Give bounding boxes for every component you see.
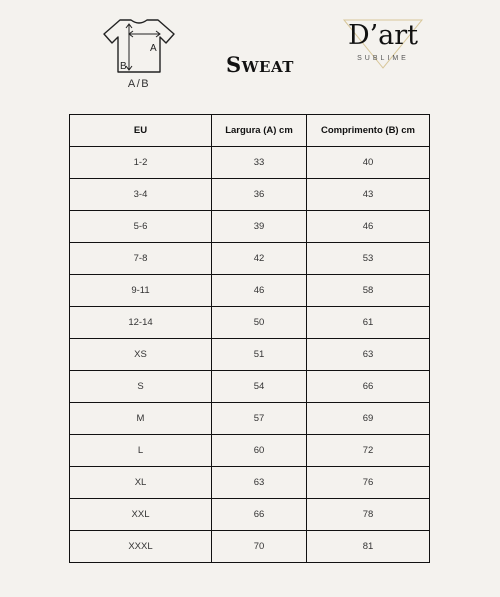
width-cell: 57 [212, 403, 307, 435]
table-row [70, 211, 430, 243]
brand-logo [336, 16, 430, 70]
width-cell: 51 [212, 339, 307, 371]
length-cell: 58 [307, 275, 430, 307]
table-row [70, 403, 430, 435]
size-cell: 1-2 [70, 147, 212, 179]
table-row [70, 339, 430, 371]
tshirt-measurement-diagram [98, 14, 180, 94]
length-cell: 53 [307, 243, 430, 275]
width-cell: 36 [212, 179, 307, 211]
size-cell: 5-6 [70, 211, 212, 243]
width-cell: 60 [212, 435, 307, 467]
page-header [0, 0, 500, 110]
width-cell: 50 [212, 307, 307, 339]
length-cell: 78 [307, 499, 430, 531]
table-header-row [70, 115, 430, 147]
length-cell: 76 [307, 467, 430, 499]
size-cell: 7-8 [70, 243, 212, 275]
diagram-label-b: B [120, 61, 127, 72]
width-cell: 66 [212, 499, 307, 531]
size-cell: XXXL [70, 531, 212, 563]
size-cell: L [70, 435, 212, 467]
column-header-eu: EU [70, 115, 212, 147]
size-cell: XS [70, 339, 212, 371]
width-cell: 46 [212, 275, 307, 307]
size-cell: 9-11 [70, 275, 212, 307]
width-cell: 70 [212, 531, 307, 563]
size-cell: 3-4 [70, 179, 212, 211]
table-row [70, 179, 430, 211]
length-cell: 63 [307, 339, 430, 371]
length-cell: 69 [307, 403, 430, 435]
size-cell: M [70, 403, 212, 435]
length-cell: 81 [307, 531, 430, 563]
length-cell: 61 [307, 307, 430, 339]
length-cell: 43 [307, 179, 430, 211]
length-cell: 46 [307, 211, 430, 243]
diagram-label-a: A [150, 43, 157, 54]
tshirt-icon [98, 14, 180, 76]
table-row [70, 499, 430, 531]
length-cell: 40 [307, 147, 430, 179]
table-row [70, 435, 430, 467]
table-row [70, 307, 430, 339]
diagram-caption: A/B [127, 78, 151, 90]
size-cell: XL [70, 467, 212, 499]
table-row [70, 467, 430, 499]
table-row [70, 371, 430, 403]
size-cell: 12-14 [70, 307, 212, 339]
width-cell: 33 [212, 147, 307, 179]
length-cell: 72 [307, 435, 430, 467]
column-header-width: Largura (A) cm [212, 115, 307, 147]
page-title: Sweat [226, 52, 294, 77]
size-cell: S [70, 371, 212, 403]
width-cell: 42 [212, 243, 307, 275]
size-table [69, 114, 430, 563]
length-cell: 66 [307, 371, 430, 403]
table-row [70, 531, 430, 563]
width-cell: 54 [212, 371, 307, 403]
width-cell: 39 [212, 211, 307, 243]
table-row [70, 275, 430, 307]
table-row [70, 147, 430, 179]
logo-subtitle: SUBLIME [357, 55, 409, 62]
width-cell: 63 [212, 467, 307, 499]
size-cell: XXL [70, 499, 212, 531]
logo-name: D’art [347, 20, 419, 51]
column-header-length: Comprimento (B) cm [307, 115, 430, 147]
table-row [70, 243, 430, 275]
